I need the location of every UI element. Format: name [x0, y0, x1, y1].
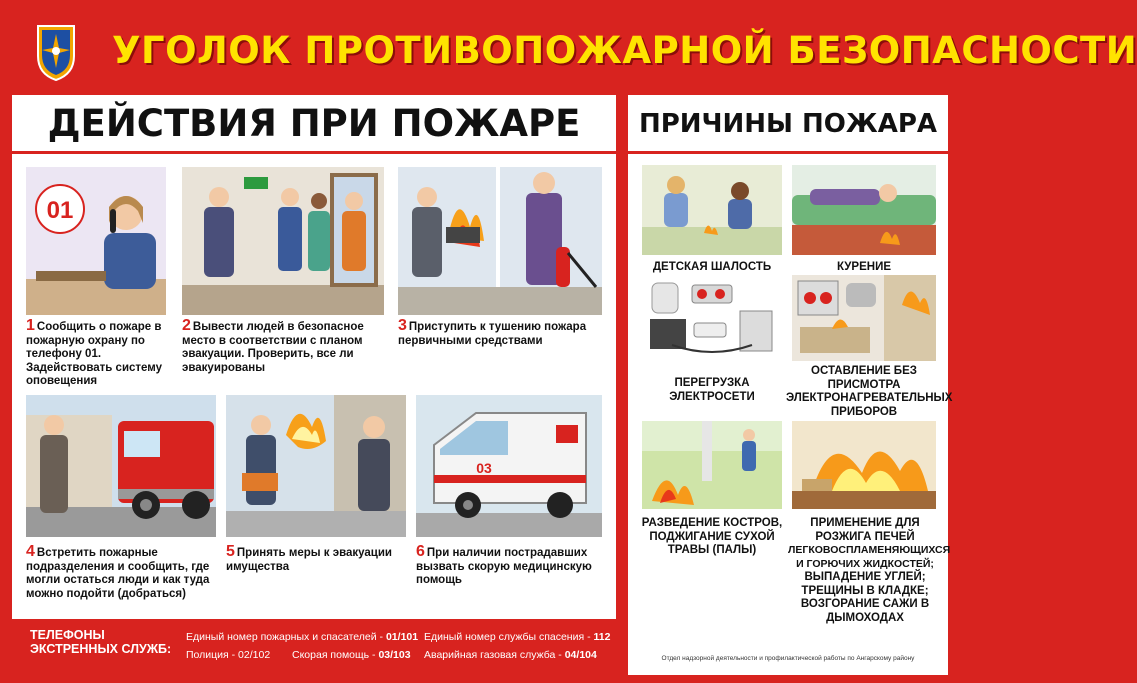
cause-label-smoking: КУРЕНИЕ — [836, 261, 892, 273]
step-3: 3 Приступить к тушению пожара первичными средствами — [398, 317, 587, 347]
cause-label-stove: ПРИМЕНЕНИЕ ДЛЯ РОЗЖИГА ПЕЧЕЙ ЛЕГКОВОСПЛАМЕНЯЮЩИХСЯ И ГОРЮЧИХ ЖИДКОСТЕЙ; ВЫПАДЕНИЕ УГЛЕЙ; ТРЕЩИНЫ В КЛАДКЕ; ВОЗГОРАНИЕ САЖИ В ДЫМОХОДАХ — [788, 517, 951, 624]
step-2: 2 Вывести людей в безопасное место в соответствии с планом эвакуации. Проверить, все ли эвакуированы — [182, 317, 364, 374]
illustration-ambulance — [416, 395, 602, 537]
emergency-phones — [12, 619, 616, 675]
illustration-smoking — [792, 165, 936, 255]
actions-title: ДЕЙСТВИЯ ПРИ ПОЖАРЕ — [47, 102, 581, 145]
illustration-overload — [642, 275, 782, 361]
phone-fire-rescue: Единый номер пожарных и спасателей - 01/101 — [186, 631, 419, 643]
phone-rescue-service: Единый номер службы спасения - 112 — [424, 631, 611, 643]
step-1: 1 Сообщить о пожаре в пожарную охрану по телефону 01. Задействовать систему оповещения — [26, 317, 163, 387]
illustration-stove-fire — [792, 421, 936, 509]
illustration-fire-truck — [26, 395, 216, 537]
illustration-extinguishing — [398, 167, 602, 315]
actions-panel — [12, 95, 616, 675]
causes-title: ПРИЧИНЫ ПОЖАРА — [638, 109, 938, 139]
cause-label-overload: ПЕРЕГРУЗКА ЭЛЕКТРОСЕТИ — [669, 377, 755, 403]
illustration-grass-burning — [642, 421, 782, 509]
phone-ambulance: Скорая помощь - 03/103 — [292, 649, 411, 661]
ambulance-badge-03: 03 — [476, 460, 492, 476]
illustration-evacuation — [182, 167, 384, 315]
step-5: 5 Принять меры к эвакуации имущества — [226, 543, 392, 573]
phone-police: Полиция - 02/102 — [186, 649, 271, 661]
cause-label-children: ДЕТСКАЯ ШАЛОСТЬ — [652, 261, 772, 273]
badge-01: 01 — [46, 197, 74, 224]
step-4: 4 Встретить пожарные подразделения и сообщить, где могли остаться люди и как туда можно подойти (добраться) — [26, 543, 210, 600]
cause-label-heaters: ОСТАВЛЕНИЕ БЕЗ ПРИСМОТРА ЭЛЕКТРОНАГРЕВАТЕЛЬНЫХ ПРИБОРОВ — [786, 365, 953, 418]
page-title: УГОЛОК ПРОТИВОПОЖАРНОЙ БЕЗОПАСНОСТИ — [112, 29, 1137, 72]
emergency-phones-label: ТЕЛЕФОНЫ ЭКСТРЕННЫХ СЛУЖБ: — [30, 628, 172, 656]
credit-line: Отдел надзорной деятельности и профилактической работы по Ангарскому району — [661, 655, 915, 662]
divider — [12, 151, 616, 154]
header — [0, 0, 1137, 92]
illustration-phone-call — [26, 167, 166, 315]
causes-panel — [628, 95, 953, 675]
step-6: 6 При наличии пострадавших вызвать скорую медицинскую помощь — [416, 543, 592, 586]
divider — [628, 151, 948, 154]
emergency-ministry-emblem-icon — [34, 22, 78, 82]
cause-label-grass: РАЗВЕДЕНИЕ КОСТРОВ, ПОДЖИГАНИЕ СУХОЙ ТРАВЫ (ПАЛЫ) — [641, 517, 783, 556]
illustration-unattended-heaters — [792, 275, 936, 361]
illustration-children-playing — [642, 165, 782, 255]
phone-gas-service: Аварийная газовая служба - 04/104 — [424, 649, 597, 661]
illustration-property-evacuation — [226, 395, 406, 537]
